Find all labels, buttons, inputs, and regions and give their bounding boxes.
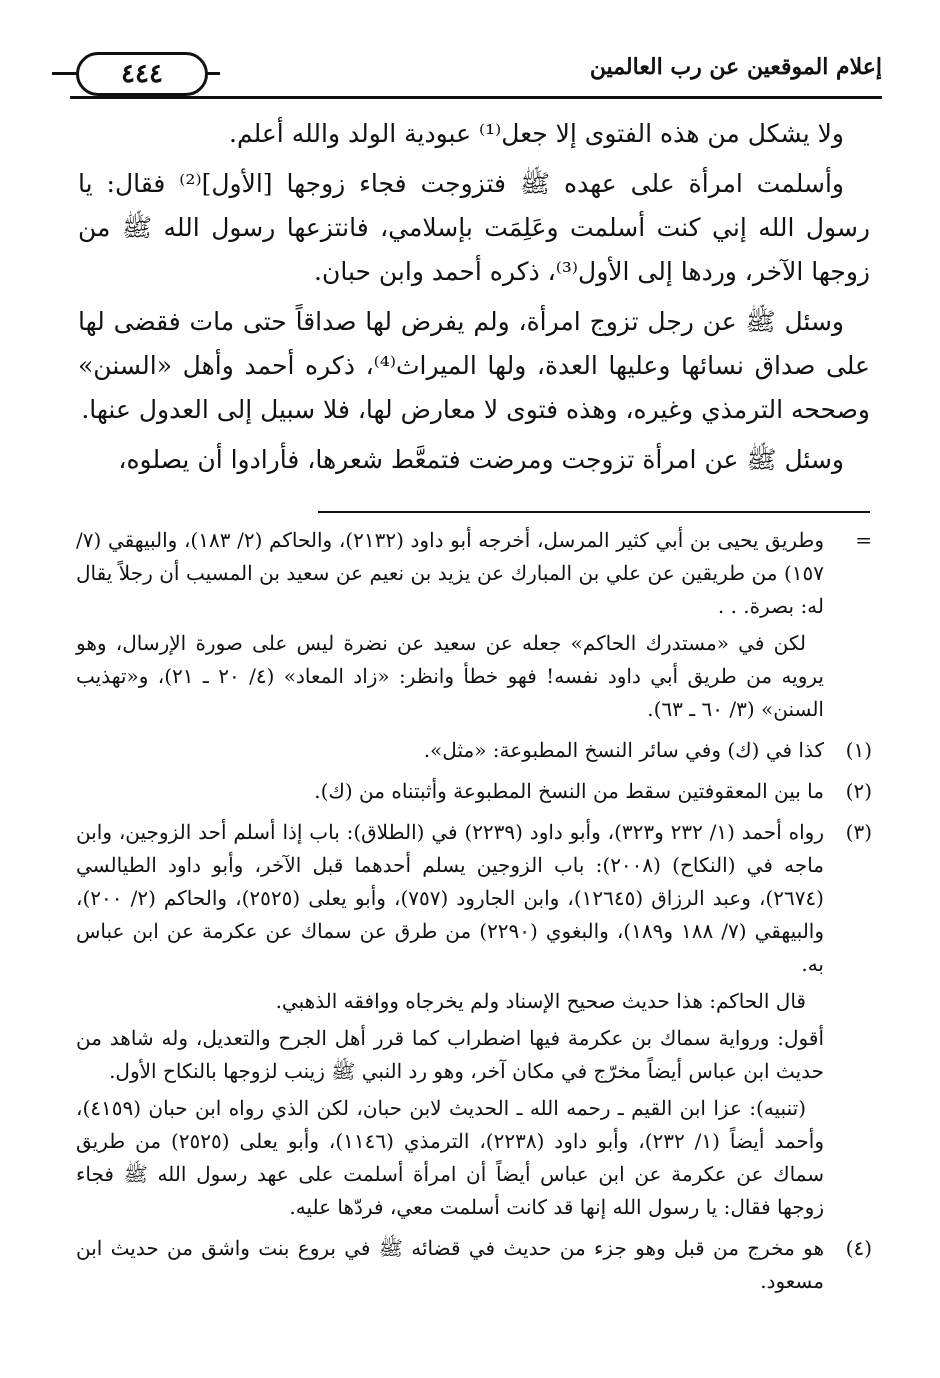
footnote-separator [318, 511, 870, 513]
footnote-number: (١) [845, 738, 872, 762]
footnote-1 [76, 734, 872, 771]
footnote-continued [76, 524, 872, 730]
footnote-paragraph: رواه أحمد (١/ ٢٣٢ و٣٢٣)، وأبو داود (٢٢٣٩) في (الطلاق): باب إذا أسلم أحد الزوجين، وابن ماجه في (النكاح) (٢٠٠٨): باب الزوجين يسلم أحدهما قبل الآخر، وأبو داود الطيالسي (٢٦٧٤)، وعبد الرزاق (١٢٦٤٥)، وابن الجارود (٧٥٧)، وأبو يعلى (٢٥٢٥)، والحاكم (٢/ ٢٠٠)، والبيهقي (٧/ ١٨٨ و١٨٩)، والبغوي (٢٢٩٠) من طرق عن سماك عن عكرمة عن ابن عباس به. [76, 820, 825, 976]
footnote-paragraph: ما بين المعقوفتين سقط من النسخ المطبوعة وأثبتناه من (ك). [314, 779, 824, 803]
footnotes [76, 524, 872, 1306]
footnote-body [76, 775, 824, 812]
footnote-number: (٣) [845, 820, 872, 844]
page-number-ornament-left [52, 72, 78, 75]
footnote-paragraph: أقول: ورواية سماك بن عكرمة فيها اضطراب كما قرر أهل الجرح والتعديل، وله شاهد من حديث ابن عباس أيضاً مخرّج في مكان آخر، وهو رد النبي ﷺ زينب لزوجها بالنكاح الأول. [76, 1026, 824, 1083]
footnote-number: (٢) [845, 779, 872, 803]
main-paragraph: وسئل ﷺ عن امرأة تزوجت ومرضت فتمعَّط شعرها، فأرادوا أن يصلوه، [118, 445, 844, 474]
footnote-body [76, 734, 824, 771]
page-number: ٤٤٤ [76, 52, 208, 96]
footnote-paragraph: قال الحاكم: هذا حديث صحيح الإسناد ولم يخرجاه ووافقه الذهبي. [275, 989, 806, 1013]
footnote-paragraph: لكن في «مستدرك الحاكم» جعله عن سعيد عن نضرة ليس على صورة الإرسال، وهو يرويه من طريق أبي داود نفسه! فهو خطأ وانظر: «زاد المعاد» (٤/ ٢٠ ـ ٢١)، و«تهذيب السنن» (٣/ ٦٠ ـ ٦٣). [76, 631, 824, 721]
footnote-paragraph: هو مخرج من قبل وهو جزء من حديث في قضائه ﷺ في بروع بنت واشق من حديث ابن مسعود. [76, 1236, 824, 1293]
footnote-body [76, 1232, 824, 1302]
footnote-4 [76, 1232, 872, 1302]
main-paragraph: وسئل ﷺ عن رجل تزوج امرأة، ولم يفرض لها صداقاً حتى مات فقضى لها على صداق نسائها وعليها العدة، ولها الميراث⁽⁴⁾، ذكره أحمد وأهل «السنن» وصححه الترمذي وغيره، وهذه فتوى لا معارض لها، فلا سبيل إلى العدول عنها. [78, 307, 870, 424]
footnote-body [76, 524, 824, 730]
header-rule [70, 96, 882, 99]
footnote-3 [76, 816, 872, 1228]
page-header [70, 40, 882, 100]
footnote-number: (٤) [845, 1236, 872, 1260]
footnote-paragraph: (تنبيه): عزا ابن القيم ـ رحمه الله ـ الحديث لابن حبان، لكن الذي رواه ابن حبان (٤١٥٩)، وأحمد أيضاً (١/ ٢٣٢)، وأبو داود (٢٢٣٨)، الترمذي (١١٤٦)، وأبو يعلى (٢٥٢٥) من طريق سماك عن عكرمة عن ابن عباس أيضاً أن امرأة أسلمت على عهد رسول الله ﷺ فجاء زوجها فقال: يا رسول الله إنها قد كانت أسلمت معي، فردّها عليه. [76, 1096, 824, 1219]
footnote-2 [76, 775, 872, 812]
main-text [78, 112, 870, 488]
main-paragraph: ولا يشكل من هذه الفتوى إلا جعل⁽¹⁾ عبودية الولد والله أعلم. [229, 119, 844, 148]
main-paragraph: وأسلمت امرأة على عهده ﷺ فتزوجت فجاء زوجها [الأول]⁽²⁾ فقال: يا رسول الله إني كنت أسلمت وعَلِمَت بإسلامي، فانتزعها رسول الله ﷺ من زوجها الآخر، وردها إلى الأول⁽³⁾، ذكره أحمد وابن حبان. [78, 169, 870, 286]
footnote-paragraph: وطريق يحيى بن أبي كثير المرسل، أخرجه أبو داود (٢١٣٢)، والحاكم (٢/ ١٨٣)، والبيهقي (٧/ ١٥٧) من طريقين عن علي بن المبارك عن يزيد بن نعيم عن سعيد بن المسيب أن رجلاً يقال له: بصرة. . . [76, 528, 825, 618]
footnote-paragraph: كذا في (ك) وفي سائر النسخ المطبوعة: «مثل». [423, 738, 824, 762]
footnote-marker: = [855, 528, 872, 552]
book-title: إعلام الموقعين عن رب العالمين [589, 54, 882, 80]
footnote-body [76, 816, 824, 1228]
